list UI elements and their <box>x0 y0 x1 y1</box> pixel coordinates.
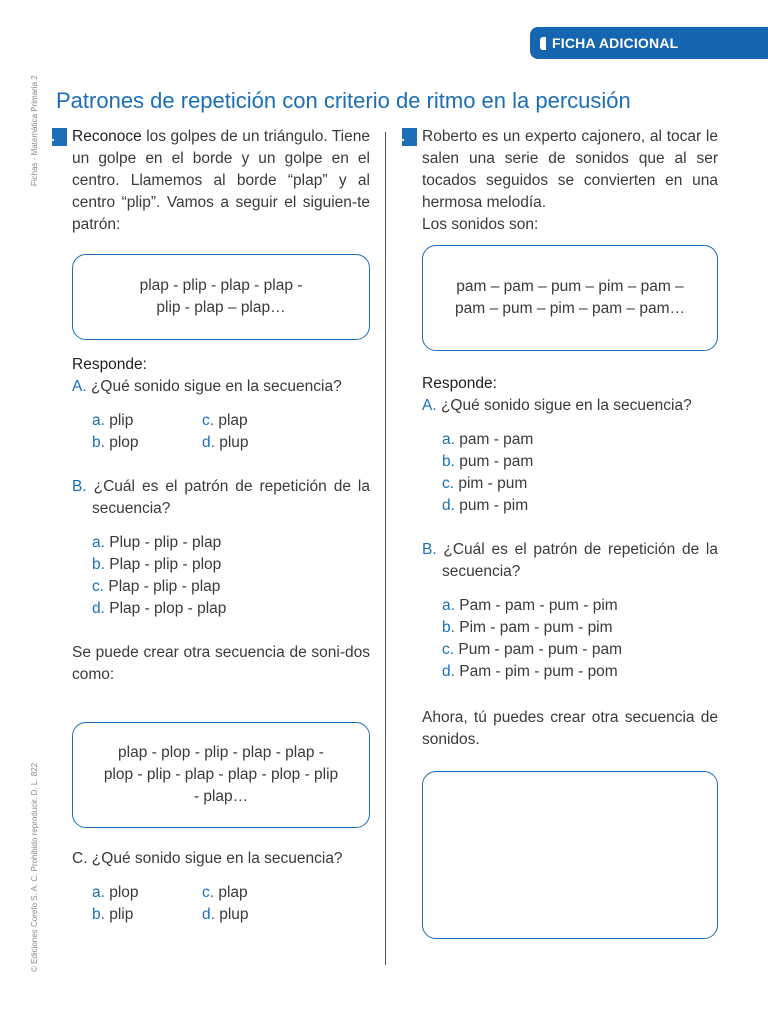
question-b: B. ¿Cuál es el patrón de repetición de la secuencia? <box>422 541 718 580</box>
sequence-line: - plap… <box>193 788 249 805</box>
sequence-box-1 <box>72 254 370 340</box>
question-b: B. ¿Cuál es el patrón de repetición de la secuencia? <box>72 478 370 517</box>
question-a: A. ¿Qué sonido sigue en la secuencia? <box>72 378 342 395</box>
extra-text: Ahora, tú puedes crear otra secuencia de sonidos. <box>422 709 718 748</box>
option[interactable]: b. pum - pam <box>442 453 534 470</box>
exercise-number: 1. <box>52 128 67 146</box>
exercise-2-text2: Los sonidos son: <box>422 216 539 233</box>
sequence-line: plap - plop - plip - plap - plap - <box>118 744 324 761</box>
option[interactable]: d. pum - pim <box>442 497 529 514</box>
exercise-2 <box>394 126 718 939</box>
option[interactable]: b. Plap - plip - plop <box>92 556 222 573</box>
option[interactable]: c. plap <box>202 412 248 429</box>
sequence-box-3 <box>422 245 718 351</box>
question-c: C. ¿Qué sonido sigue en la secuencia? <box>72 850 343 867</box>
sequence-line: pam – pum – pim – pam – pam… <box>454 300 686 317</box>
exercise-2-statement: 2. Roberto es un experto cajonero, al tocar le salen una serie de sonidos que al ser tocados seguidos se convierten en una hermosa melodía. <box>394 128 718 211</box>
exercise-number: 2. <box>402 128 417 146</box>
option[interactable]: d. plup <box>202 906 249 923</box>
question-a: A. ¿Qué sonido sigue en la secuencia? <box>422 397 692 414</box>
responde-label: Responde: <box>422 375 497 392</box>
option[interactable]: a. Pam - pam - pum - pim <box>442 597 618 614</box>
exercise-1-statement <box>44 126 370 236</box>
option[interactable]: d. Pam - pim - pum - pom <box>442 663 618 680</box>
side-note-top: Fichas - Matemática Primaria 2 <box>30 75 39 186</box>
option[interactable]: a. plip <box>92 412 134 429</box>
option[interactable]: c. Plap - plip - plap <box>92 578 221 595</box>
responde-label: Responde: <box>72 356 147 373</box>
option[interactable]: a. Plup - plip - plap <box>92 534 222 551</box>
question-b-options <box>442 595 718 683</box>
option[interactable]: d. plup <box>202 434 249 451</box>
exercise-1-text: los golpes de un triángulo. Tiene un golpe en el borde y un golpe en el centro. Llamemos al borde “plap” y al centro “plip”. Vamos a seguir el siguien-te patrón: <box>72 128 370 233</box>
option[interactable]: c. pim - pum <box>442 475 528 492</box>
badge-label: FICHA ADICIONAL <box>552 35 679 51</box>
exercise-1 <box>44 126 370 926</box>
option[interactable]: b. plop <box>92 434 139 451</box>
question-a-options <box>442 429 718 517</box>
option[interactable]: c. plap <box>202 884 248 901</box>
column-divider <box>385 132 386 965</box>
sequence-line: pam – pam – pum – pim – pam – <box>456 278 684 295</box>
side-note-bottom: © Ediciones Corefo S. A. C. Prohibido reproducir. D. L. 822 <box>30 762 39 972</box>
option[interactable]: b. Pim - pam - pum - pim <box>442 619 613 636</box>
option[interactable]: b. plip <box>92 906 134 923</box>
question-c-options <box>92 882 370 926</box>
option[interactable]: a. pam - pam <box>442 431 534 448</box>
exercise-1-lead: Reconoce <box>72 128 142 145</box>
badge-tab-icon <box>540 37 546 50</box>
option[interactable]: c. Pum - pam - pum - pam <box>442 641 623 658</box>
sequence-box-2 <box>72 722 370 828</box>
option[interactable]: d. Plap - plop - plap <box>92 600 227 617</box>
ficha-adicional-badge <box>530 27 768 59</box>
question-b-options <box>92 532 370 620</box>
extra-text: Se puede crear otra secuencia de soni-dos como: <box>72 644 370 683</box>
question-a-options <box>92 410 370 454</box>
page-title: Patrones de repetición con criterio de ritmo en la percusión <box>56 88 631 113</box>
answer-box[interactable] <box>422 771 718 939</box>
option[interactable]: a. plop <box>92 884 139 901</box>
sequence-line: plap - plip - plap - plap - <box>139 277 303 294</box>
sequence-line: plop - plip - plap - plap - plop - plip <box>103 766 339 783</box>
sequence-line: plip - plap – plap… <box>156 299 286 316</box>
